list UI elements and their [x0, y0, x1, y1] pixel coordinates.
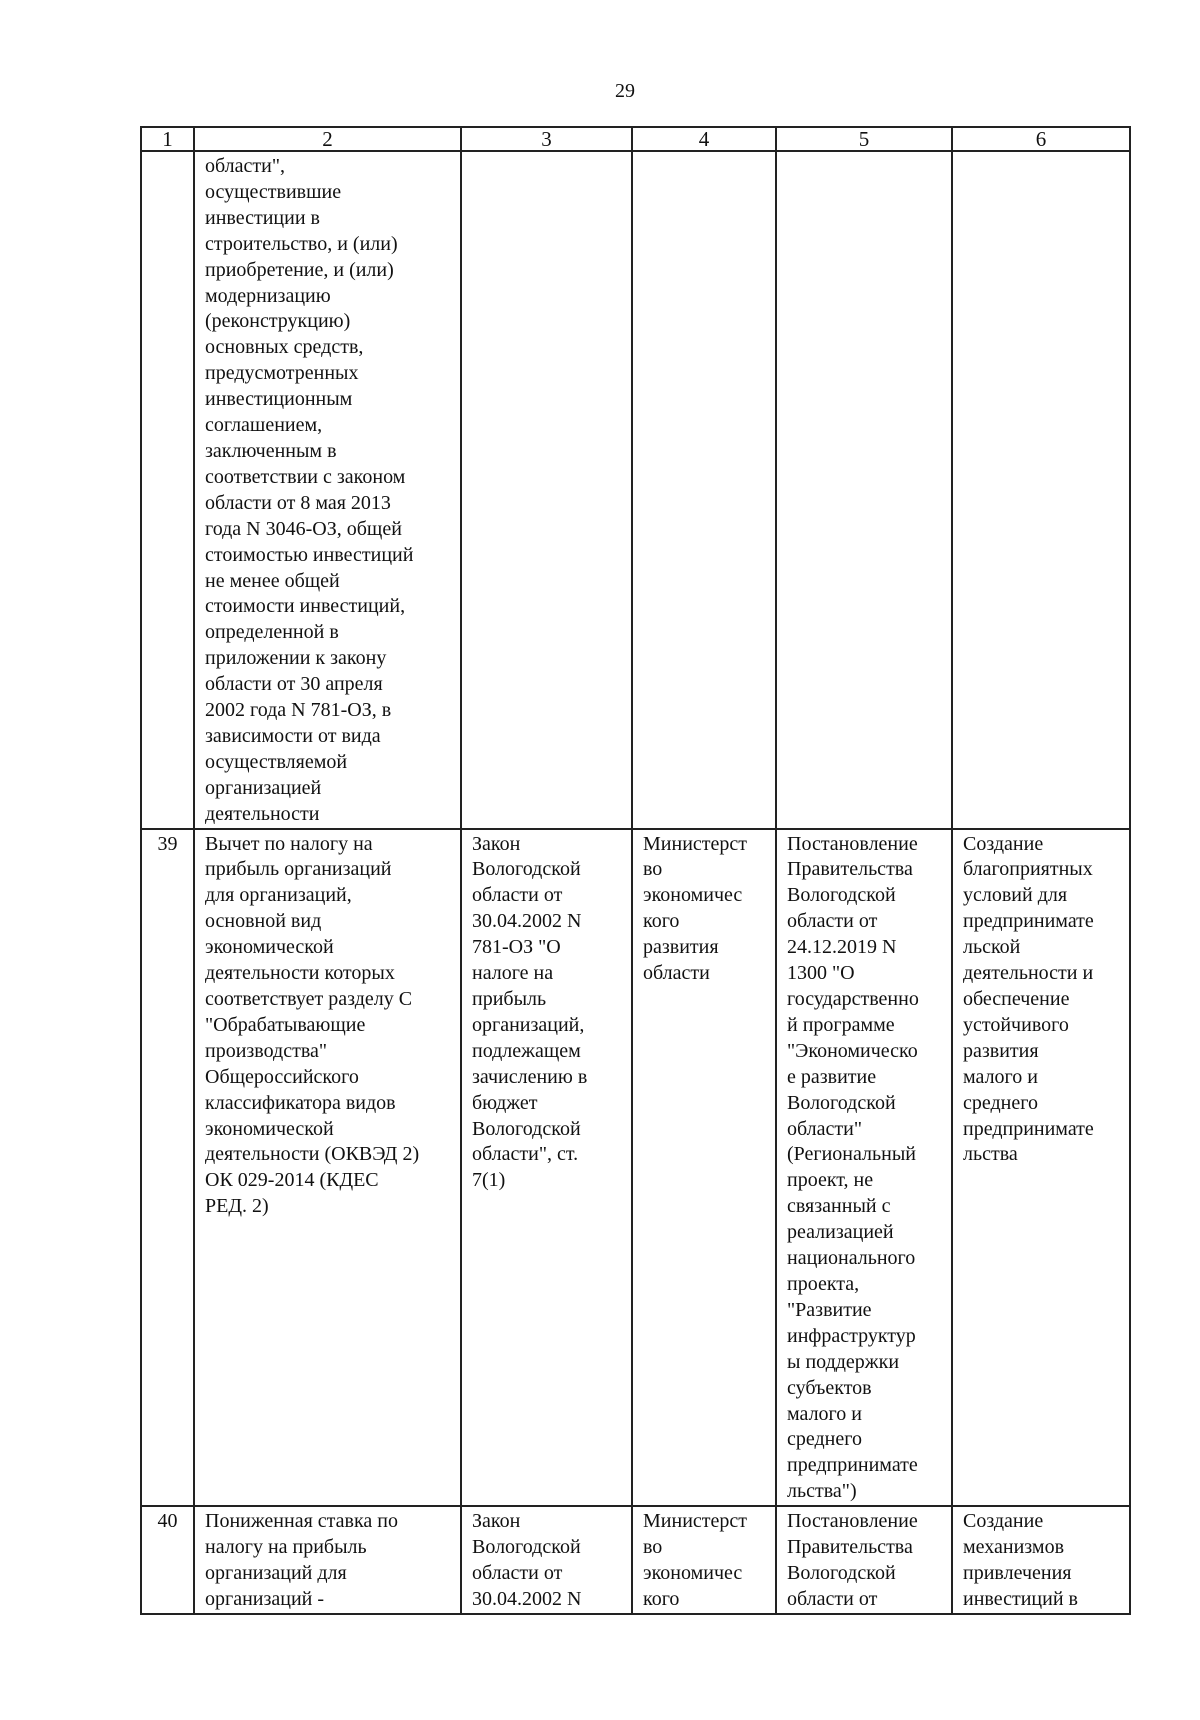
benefit-goal: [952, 151, 1130, 829]
table-header-row: [141, 127, 1130, 151]
legal-basis: Закон Вологодской области от 30.04.2002 N: [461, 1506, 632, 1614]
column-header: 4: [632, 127, 776, 151]
benefit-description: Вычет по налогу на прибыль организаций для организаций, основной вид экономической деятельности которых соответствует разделу С "Обрабатывающие производства" Общероссийского классификатора видов экономической деятельности (ОКВЭД 2) ОК 029-2014 (КДЕС РЕД. 2): [194, 829, 461, 1507]
benefits-table: [140, 126, 1131, 1615]
curator: Министерст во экономичес кого: [632, 1506, 776, 1614]
benefit-goal: Создание благоприятных условий для предпринимате льской деятельности и обеспечение устойчивого развития малого и среднего предпринимате льства: [952, 829, 1130, 1507]
column-header: 3: [461, 127, 632, 151]
row-number: 39: [141, 829, 194, 1507]
table-row: [141, 151, 1130, 829]
column-header: 5: [776, 127, 952, 151]
curator: [632, 151, 776, 829]
benefit-description: области", осуществившие инвестиции в строительство, и (или) приобретение, и (или) модернизацию (реконструкцию) основных средств, предусмотренных инвестиционным соглашением, заключенным в соответствии с законом области от 8 мая 2013 года N 3046-ОЗ, общей стоимостью инвестиций не менее общей стоимости инвестиций, определенной в приложении к закону области от 30 апреля 2002 года N 781-ОЗ, в зависимости от вида осуществляемой организацией деятельности: [194, 151, 461, 829]
column-header: 1: [141, 127, 194, 151]
table-row: [141, 829, 1130, 1507]
row-number: [141, 151, 194, 829]
program-reference: Постановление Правительства Вологодской области от: [776, 1506, 952, 1614]
column-header: 6: [952, 127, 1130, 151]
benefit-description: Пониженная ставка по налогу на прибыль организаций для организаций -: [194, 1506, 461, 1614]
program-reference: Постановление Правительства Вологодской области от 24.12.2019 N 1300 "О государственно й программе "Экономическо е развитие Вологодской области" (Региональный проект, не связанный с реализацией национального проекта, "Развитие инфраструктур ы поддержки субъектов малого и среднего предпринимате льства"): [776, 829, 952, 1507]
legal-basis: Закон Вологодской области от 30.04.2002 N 781-ОЗ "О налоге на прибыль организаций, подлежащем зачислению в бюджет Вологодской области", ст. 7(1): [461, 829, 632, 1507]
benefit-goal: Создание механизмов привлечения инвестиций в: [952, 1506, 1130, 1614]
row-number: 40: [141, 1506, 194, 1614]
column-header: 2: [194, 127, 461, 151]
table-row: [141, 1506, 1130, 1614]
page-number: 29: [615, 80, 635, 102]
curator: Министерст во экономичес кого развития области: [632, 829, 776, 1507]
legal-basis: [461, 151, 632, 829]
program-reference: [776, 151, 952, 829]
